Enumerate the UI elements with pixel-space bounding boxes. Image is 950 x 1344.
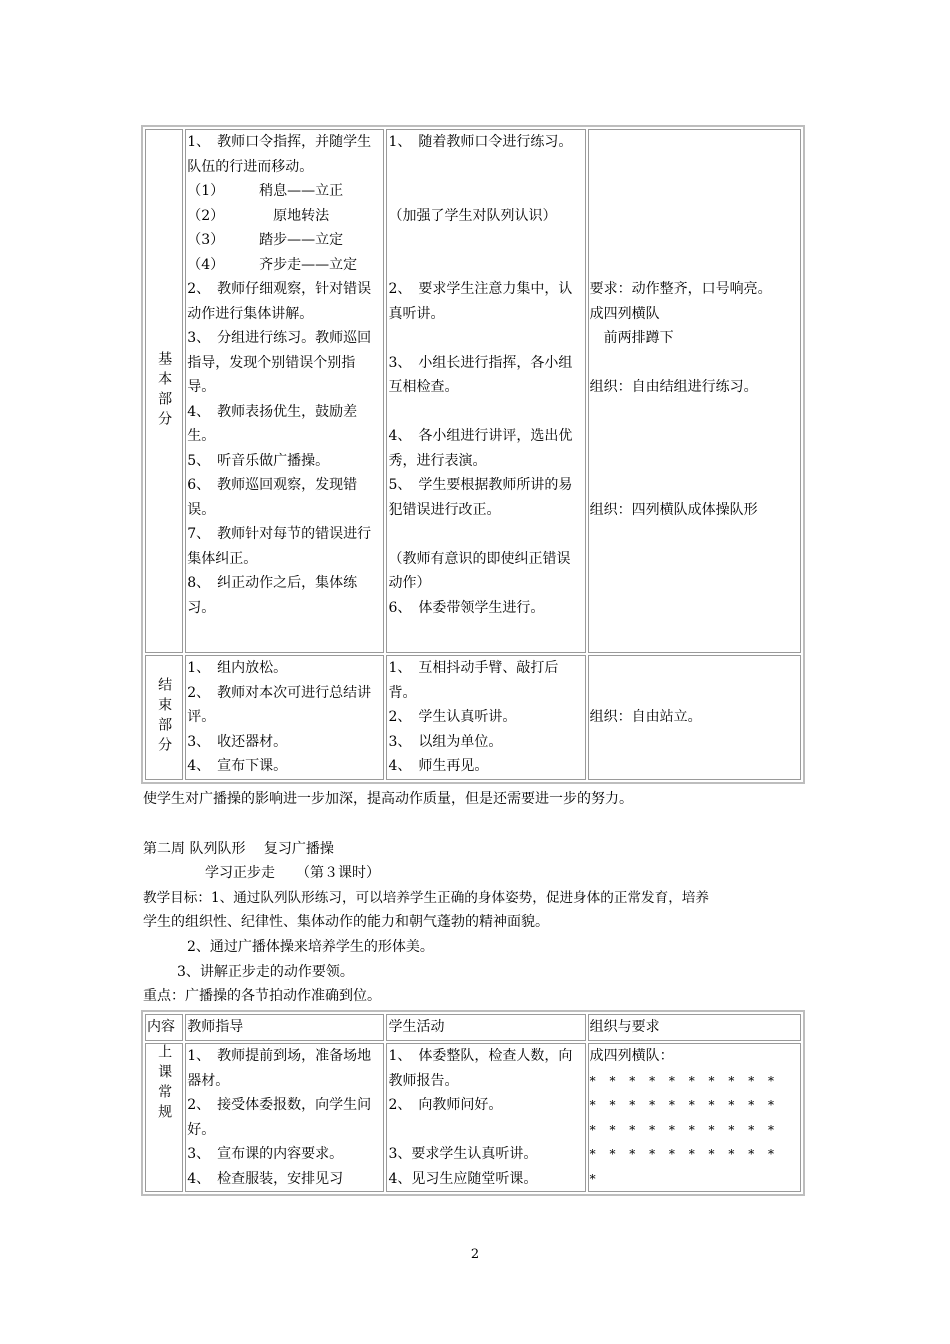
spacer — [590, 424, 799, 449]
header-cell: 学生活动 — [386, 1014, 585, 1041]
teacher-item: 2、 教师仔细观察，针对错误动作进行集体讲解。 — [187, 281, 372, 322]
student-item: 4、 师生再见。 — [388, 758, 489, 774]
teacher-item: 3、 分组进行练习。教师巡回指导，发现个别错误个别指导。 — [187, 330, 372, 395]
spacer — [388, 228, 583, 253]
spacer — [388, 155, 583, 180]
student-item: 5、 学生要根据教师所讲的易犯错误进行改正。 — [388, 477, 573, 518]
lesson-subtitle: 学习正步走 （第３课时） — [205, 865, 380, 881]
formation-row: * * * * * * * * * * — [589, 1073, 780, 1088]
page-number: 2 — [470, 1247, 480, 1262]
spacer — [590, 351, 799, 376]
teacher-item: 1、 教师口令指挥，并随学生队伍的行进而移动。 — [187, 134, 372, 175]
spacer — [590, 681, 799, 706]
teacher-item: 4、 宣布下课。 — [187, 758, 288, 774]
section-cell — [145, 1043, 183, 1192]
teacher-item: 8、 纠正动作之后，集体练习。 — [187, 575, 358, 616]
teacher-item: 7、 教师针对每节的错误进行集体纠正。 — [187, 526, 372, 567]
organization-cell — [588, 655, 801, 780]
student-activity-cell — [386, 1043, 585, 1192]
section-cell — [145, 129, 183, 653]
spacer — [590, 656, 799, 681]
table-header-row — [145, 1014, 801, 1041]
formation-row: * * * * * * * * * * — [589, 1147, 780, 1161]
teacher-item: 1、 教师提前到场，准备场地器材。 — [187, 1048, 372, 1089]
student-item: 1、 互相抖动手臂、敲打后背。 — [388, 660, 559, 701]
table-row — [145, 1043, 801, 1192]
spacer — [388, 253, 583, 278]
organization-cell — [588, 1043, 801, 1192]
student-item: 2、 向教师问好。 — [388, 1097, 503, 1113]
spacer — [388, 400, 583, 425]
objective-line: 学生的组织性、纪律性、集体动作的能力和朝气蓬勃的精神面貌。 — [143, 914, 549, 930]
section-label: 上课常规 — [156, 1044, 173, 1124]
student-item: 6、 体委带领学生进行。 — [388, 599, 545, 616]
teacher-guidance-cell — [185, 1043, 384, 1192]
teacher-item: 2、 教师对本次可进行总结讲评。 — [187, 684, 372, 725]
org-item: 组织：自由结组进行练习。 — [589, 379, 758, 395]
teacher-item: 3、 收还器材。 — [187, 733, 288, 750]
org-item: 前两排蹲下 — [589, 330, 674, 346]
student-item: 1、 体委整队，检查人数，向教师报告。 — [388, 1048, 573, 1089]
section-label: 基本部分 — [156, 351, 173, 431]
lesson-table-1 — [141, 125, 805, 784]
student-item: 3、 小组长进行指挥，各小组互相检查。 — [388, 354, 573, 395]
lesson-table-2 — [141, 1010, 805, 1196]
spacer — [590, 204, 799, 229]
org-title: 成四列横队： — [589, 1048, 674, 1064]
org-item: 成四列横队 — [589, 305, 660, 322]
org-item: 组织：四列横队成体操队形 — [589, 501, 758, 518]
header-cell: 教师指导 — [185, 1014, 384, 1041]
teacher-item: （2） 原地转法 — [187, 207, 330, 224]
header-cell: 内容 — [145, 1014, 183, 1041]
student-item: 4、见习生应随堂听课。 — [388, 1170, 538, 1187]
spacer — [590, 449, 799, 474]
spacer — [590, 400, 799, 425]
formation-row: * — [589, 1171, 601, 1186]
spacer — [388, 522, 583, 547]
student-item: 1、 随着教师口令进行练习。 — [388, 134, 573, 150]
teacher-item: 6、 教师巡回观察，发现错误。 — [187, 477, 358, 518]
org-item: 组织：自由站立。 — [589, 709, 702, 725]
formation-row: * * * * * * * * * * — [589, 1098, 780, 1112]
teacher-item: 4、 教师表扬优生，鼓励差生。 — [187, 403, 358, 444]
spacer — [388, 326, 583, 351]
org-item: 要求：动作整齐，口号响亮。 — [589, 281, 772, 297]
student-activity-cell — [386, 655, 585, 780]
teacher-guidance-cell — [185, 129, 384, 653]
spacer — [590, 253, 799, 278]
student-item: （加强了学生对队列认识） — [388, 207, 557, 224]
spacer — [590, 155, 799, 180]
spacer — [590, 130, 799, 155]
student-item: 3、要求学生认真听讲。 — [388, 1146, 538, 1162]
teacher-item: 4、 检查服装，安排见习 — [187, 1170, 344, 1187]
teacher-item: 5、 听音乐做广播操。 — [187, 452, 330, 469]
table-row — [145, 655, 801, 780]
teacher-item: （3） 踏步——立定 — [187, 232, 344, 248]
student-item: （教师有意识的即使纠正错误动作） — [388, 550, 571, 591]
objective-line: 教学目标：1、通过队列队形练习，可以培养学生正确的身体姿势，促进身体的正常发育，培养 — [143, 890, 709, 906]
lesson-title: 第二周 队列队形 复习广播操 — [143, 841, 334, 857]
section-label: 结束部分 — [156, 677, 173, 758]
student-item: 4、 各小组进行讲评，选出优秀，进行表演。 — [388, 428, 573, 469]
organization-cell — [588, 129, 801, 653]
student-item: 2、 学生认真听讲。 — [388, 709, 517, 725]
teacher-item: 3、 宣布课的内容要求。 — [187, 1146, 344, 1162]
objective-line: 2、通过广播体操来培养学生的形体美。 — [187, 939, 434, 955]
student-item: 3、 以组为单位。 — [388, 733, 503, 750]
teacher-item: （4） 齐步走——立定 — [187, 256, 358, 273]
objective-line: 3、讲解正步走的动作要领。 — [177, 964, 354, 980]
teacher-guidance-cell — [185, 655, 384, 780]
student-item: 2、 要求学生注意力集中，认真听讲。 — [388, 281, 573, 322]
spacer — [388, 1118, 583, 1143]
teacher-item: （1） 稍息——立正 — [187, 183, 344, 199]
section-cell — [145, 655, 183, 780]
key-point: 重点：广播操的各节拍动作准确到位。 — [143, 988, 381, 1004]
table-row — [145, 129, 801, 653]
spacer — [590, 228, 799, 253]
spacer — [590, 179, 799, 204]
formation-row: * * * * * * * * * * — [589, 1122, 780, 1137]
spacer — [590, 473, 799, 498]
teacher-item: 1、 组内放松。 — [187, 660, 288, 676]
header-cell: 组织与要求 — [588, 1014, 801, 1041]
spacer — [388, 179, 583, 204]
summary-text: 使学生对广播操的影响进一步加深，提高动作质量，但是还需要进一步的努力。 — [143, 791, 633, 807]
student-activity-cell — [386, 129, 585, 653]
teacher-item: 2、 接受体委报数，向学生问好。 — [187, 1097, 372, 1138]
